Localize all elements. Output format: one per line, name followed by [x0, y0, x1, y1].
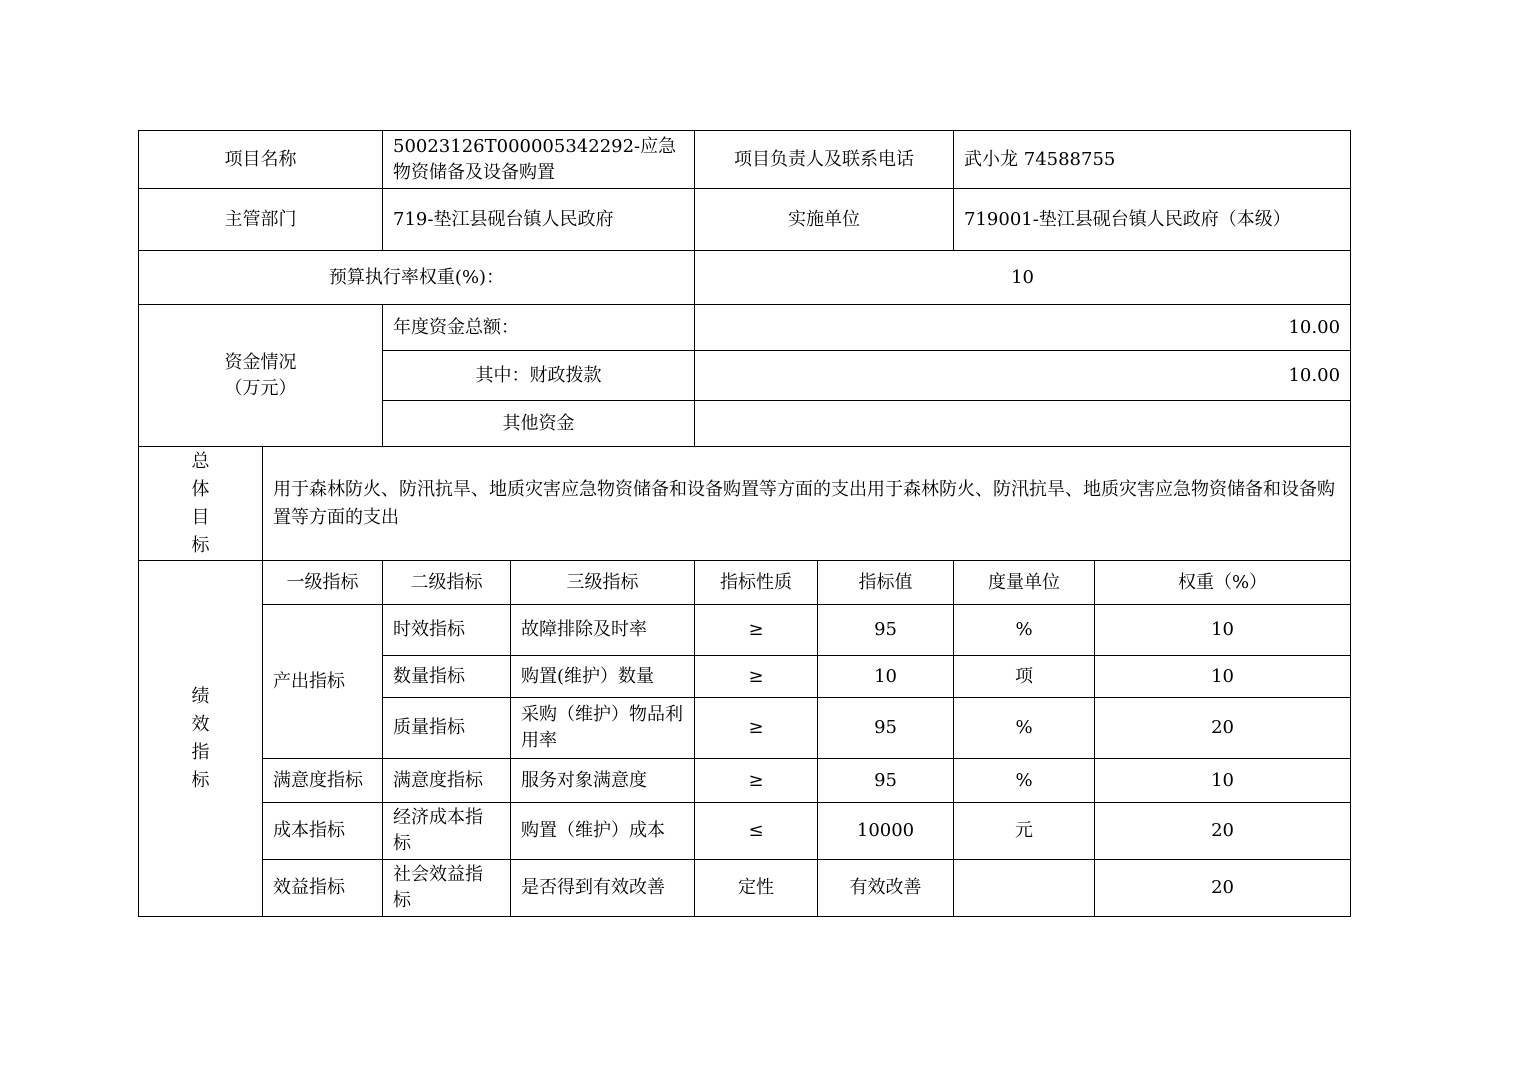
- level1-cell: 产出指标: [263, 605, 383, 759]
- value-cell: 95: [818, 605, 954, 656]
- implementing-unit-value: 719001-垫江县砚台镇人民政府（本级）: [954, 189, 1351, 251]
- overall-goal-label-char: 体: [191, 478, 210, 500]
- weight-cell: 10: [1095, 656, 1351, 698]
- unit-cell: [954, 860, 1095, 917]
- level3-cell: 购置(维护）数量: [511, 656, 695, 698]
- table-row: [139, 860, 1351, 917]
- level2-cell: 满意度指标: [383, 759, 511, 803]
- performance-indicator-label-char: 标: [191, 769, 210, 791]
- overall-goal-label-char: 标: [191, 534, 210, 556]
- weight-cell: 20: [1095, 698, 1351, 759]
- performance-indicator-label-char: 指: [191, 741, 210, 763]
- budget-weight-value: 10: [695, 251, 1351, 305]
- implementing-unit-label: 实施单位: [695, 189, 954, 251]
- project-owner-value: 武小龙 74588755: [954, 131, 1351, 189]
- funds-label-line2: （万元）: [224, 377, 297, 399]
- value-cell: 有效改善: [818, 860, 954, 917]
- project-owner-label: 项目负责人及联系电话: [695, 131, 954, 189]
- value-cell: 95: [818, 759, 954, 803]
- fiscal-allocation-label: 其中：财政拨款: [383, 351, 695, 401]
- header-level2: 二级指标: [383, 561, 511, 605]
- indicator-header-row: [139, 561, 1351, 605]
- project-name-row: [139, 131, 1351, 189]
- header-nature: 指标性质: [695, 561, 818, 605]
- budget-weight-label: 预算执行率权重(%)：: [139, 251, 695, 305]
- level1-cell: 满意度指标: [263, 759, 383, 803]
- unit-cell: %: [954, 759, 1095, 803]
- table-row: [139, 803, 1351, 860]
- level3-cell: 服务对象满意度: [511, 759, 695, 803]
- department-label: 主管部门: [139, 189, 383, 251]
- weight-cell: 10: [1095, 759, 1351, 803]
- nature-cell: ≥: [695, 759, 818, 803]
- performance-indicator-label-char: 绩: [191, 685, 210, 707]
- project-name-label: 项目名称: [139, 131, 383, 189]
- funds-label-line1: 资金情况: [224, 351, 297, 373]
- level2-cell: 时效指标: [383, 605, 511, 656]
- unit-cell: 元: [954, 803, 1095, 860]
- department-value: 719-垫江县砚台镇人民政府: [383, 189, 695, 251]
- level1-cell: 效益指标: [263, 860, 383, 917]
- level2-cell: 社会效益指标: [383, 860, 511, 917]
- overall-goal-label-char: 目: [191, 506, 210, 528]
- level2-cell: 数量指标: [383, 656, 511, 698]
- header-weight: 权重（%）: [1095, 561, 1351, 605]
- header-level1: 一级指标: [263, 561, 383, 605]
- funds-label: [139, 305, 383, 447]
- header-value: 指标值: [818, 561, 954, 605]
- overall-goal-text: 用于森林防火、防汛抗旱、地质灾害应急物资储备和设备购置等方面的支出用于森林防火、防汛抗旱、地质灾害应急物资储备和设备购置等方面的支出: [263, 447, 1351, 561]
- weight-cell: 20: [1095, 860, 1351, 917]
- level1-cell: 成本指标: [263, 803, 383, 860]
- department-row: [139, 189, 1351, 251]
- funds-annual-row: [139, 305, 1351, 351]
- performance-target-table: [138, 130, 1351, 917]
- nature-cell: ≥: [695, 698, 818, 759]
- overall-goal-label: [139, 447, 263, 561]
- annual-total-label: 年度资金总额：: [383, 305, 695, 351]
- level3-cell: 购置（维护）成本: [511, 803, 695, 860]
- unit-cell: %: [954, 698, 1095, 759]
- other-funds-value: [695, 401, 1351, 447]
- other-funds-label: 其他资金: [383, 401, 695, 447]
- level3-cell: 故障排除及时率: [511, 605, 695, 656]
- value-cell: 10: [818, 656, 954, 698]
- table-row: [139, 759, 1351, 803]
- header-unit: 度量单位: [954, 561, 1095, 605]
- annual-total-value: 10.00: [695, 305, 1351, 351]
- nature-cell: ≥: [695, 656, 818, 698]
- unit-cell: 项: [954, 656, 1095, 698]
- performance-indicator-label-char: 效: [191, 713, 210, 735]
- project-name-value: 50023126T000005342292-应急物资储备及设备购置: [383, 131, 695, 189]
- nature-cell: ≥: [695, 605, 818, 656]
- nature-cell: ≤: [695, 803, 818, 860]
- table-row: [139, 605, 1351, 656]
- level2-cell: 经济成本指标: [383, 803, 511, 860]
- level3-cell: 采购（维护）物品利用率: [511, 698, 695, 759]
- fiscal-allocation-value: 10.00: [695, 351, 1351, 401]
- performance-indicator-label: [139, 561, 263, 917]
- level2-cell: 质量指标: [383, 698, 511, 759]
- overall-goal-label-char: 总: [191, 450, 210, 472]
- overall-goal-row: [139, 447, 1351, 561]
- budget-weight-row: [139, 251, 1351, 305]
- value-cell: 95: [818, 698, 954, 759]
- value-cell: 10000: [818, 803, 954, 860]
- header-level3: 三级指标: [511, 561, 695, 605]
- unit-cell: %: [954, 605, 1095, 656]
- weight-cell: 20: [1095, 803, 1351, 860]
- nature-cell: 定性: [695, 860, 818, 917]
- level3-cell: 是否得到有效改善: [511, 860, 695, 917]
- weight-cell: 10: [1095, 605, 1351, 656]
